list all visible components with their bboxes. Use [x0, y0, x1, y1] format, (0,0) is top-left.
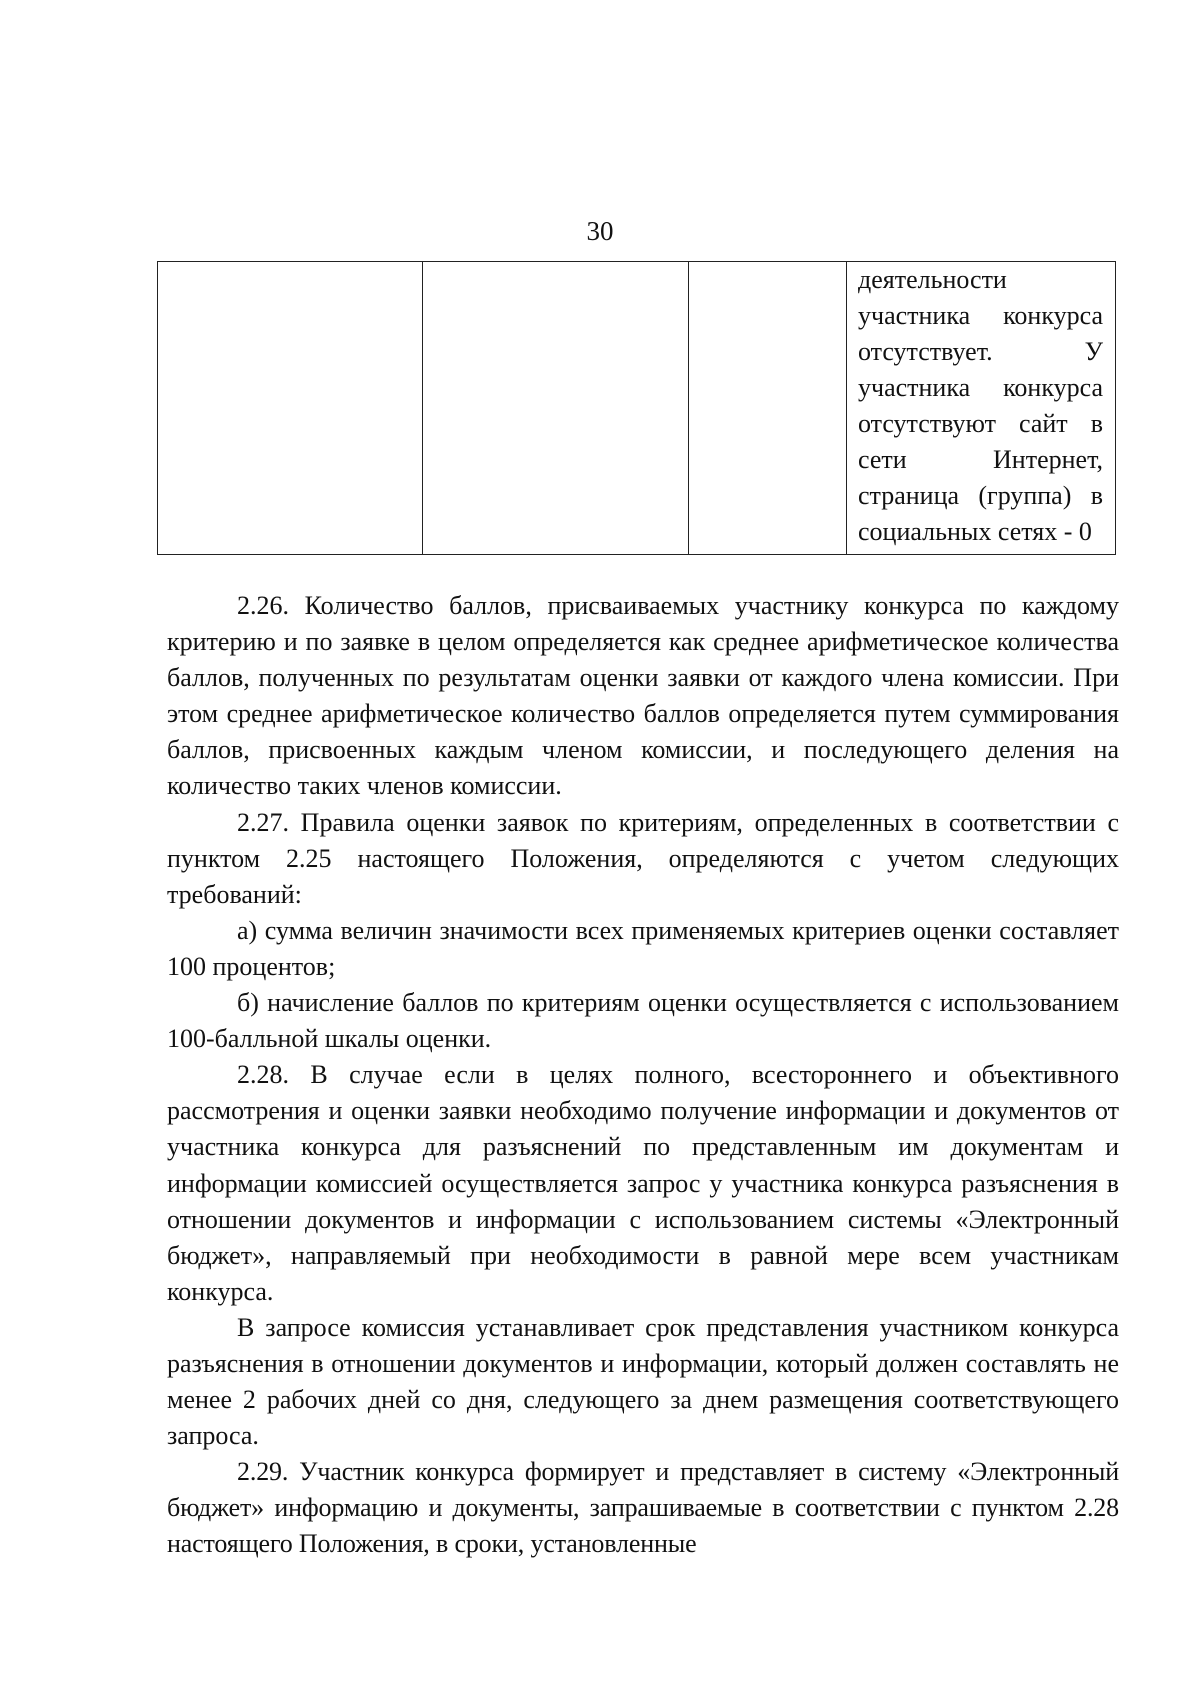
paragraph-2-28-request: В запросе комиссия устанавливает срок представления участником конкурса разъяснения в отношении документов и информации, который должен составлять не менее 2 рабочих дней со дня, следующего за днем размещения соответствующего запроса.: [167, 1312, 1119, 1451]
table-cell-3: [689, 262, 847, 555]
table-cell-4: [847, 262, 1116, 555]
paragraph-2-26: 2.26. Количество баллов, присваиваемых участнику конкурса по каждому критерию и по заявке в целом определяется как среднее арифметическое количества баллов, полученных по результатам оценки заявки от каждого члена комиссии. При этом среднее арифметическое количество баллов определяется путем суммирования баллов, присвоенных каждым членом комиссии, и последующего деления на количество таких членов комиссии.: [167, 591, 1119, 801]
paragraph-2-27-a: а) сумма величин значимости всех применяемых критериев оценки составляет 100 процентов;: [167, 915, 1119, 981]
page-number: 30: [586, 216, 614, 246]
table-row: [158, 262, 1116, 555]
scoring-description: [858, 262, 1103, 550]
cell-line: участника конкурса: [858, 301, 1103, 330]
paragraph-2-28: 2.28. В случае если в целях полного, всестороннего и объективного рассмотрения и оценки заявки необходимо получение информации и документов от участника конкурса для разъяснений по представленным им документам и информации комиссией осуществляется запрос у участника конкурса разъяснения в отношении документов и информации с использованием системы «Электронный бюджет», направляемый при необходимости в равной мере всем участникам конкурса.: [167, 1060, 1119, 1306]
document-body: [167, 588, 1119, 1563]
paragraph-2-27: 2.27. Правила оценки заявок по критериям, определенных в соответствии с пунктом 2.25 настоящего Положения, определяются с учетом следующих требований:: [167, 807, 1119, 909]
paragraph-2-27-b: б) начисление баллов по критериям оценки осуществляется с использованием 100-балльной шкалы оценки.: [167, 988, 1119, 1054]
cell-line: социальных сетях - 0: [858, 517, 1092, 546]
cell-line: участника конкурса: [858, 373, 1103, 402]
cell-line: страница (группа) в: [858, 481, 1103, 510]
paragraph-2-29: 2.29. Участник конкурса формирует и представляет в систему «Электронный бюджет» информацию и документы, запрашиваемые в соответствии с пунктом 2.28 настоящего Положения, в сроки, установленные: [167, 1457, 1119, 1559]
cell-line: отсутствуют сайт в: [858, 409, 1103, 438]
criteria-table-continuation: [157, 261, 1116, 555]
table-cell-2: [423, 262, 689, 555]
cell-line: деятельности: [858, 265, 1007, 294]
cell-line: отсутствует. У: [858, 337, 1103, 366]
table-cell-1: [158, 262, 423, 555]
cell-line: сети Интернет,: [858, 445, 1103, 474]
